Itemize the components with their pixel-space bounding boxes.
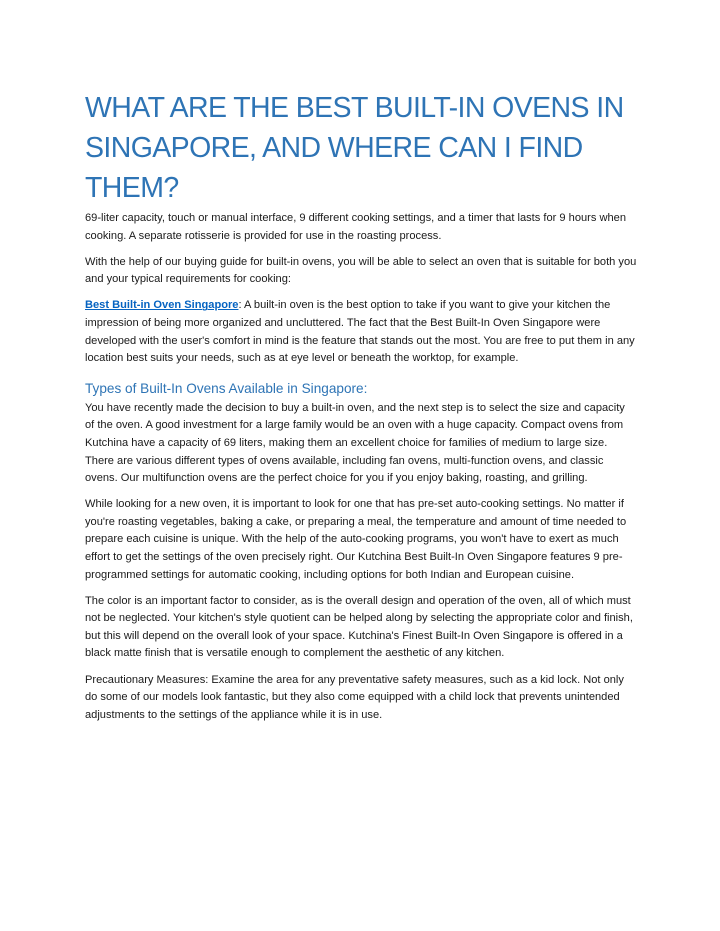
safety-paragraph: Precautionary Measures: Examine the area for any preventative safety measures, such as a kid lock. Not only do some of our models look fantastic, but they also come equipped with a child lock that prevents unintended adjustments to the settings of the appliance while it is in use.	[85, 673, 624, 721]
color-design-paragraph: The color is an important factor to consider, as is the overall design and operation of the oven, all of which must not be neglected. Your kitchen's style quotient can be helped along by selecting the appropriate color and finish, but this will depend on the overall look of your space. Kutchina's Finest Built-In Oven Singapore is offered in a black matte finish that is versatile enough to complement the aesthetic of any kitchen.	[85, 594, 633, 660]
size-capacity-paragraph: You have recently made the decision to buy a built-in oven, and the next step is to select the size and capacity of the oven. A good investment for a large family would be an oven with a huge capacity. Compact ovens from Kutchina have a capacity of 69 liters, making them an excellent choice for families of medium to large size. There are various different types of ovens available, including fan ovens, multi-function ovens, and classic ovens. Our multifunction ovens are the perfect choice for you if you enjoy baking, roasting, and grilling.	[85, 401, 625, 485]
page-title: WHAT ARE THE BEST BUILT-IN OVENS IN SINGAPORE, AND WHERE CAN I FIND THEM?	[85, 92, 624, 204]
section-subheading: Types of Built-In Ovens Available in Singapore:	[85, 380, 368, 396]
intro-paragraph: 69-liter capacity, touch or manual interface, 9 different cooking settings, and a timer that lasts for 9 hours when cooking. A separate rotisserie is provided for use in the roasting process.	[85, 212, 627, 242]
document-page	[85, 88, 637, 733]
best-oven-description: : A built-in oven is the best option to take if you want to give your kitchen the impression of being more organized and uncluttered. The fact that the Best Built-In Oven Singapore were developed with the user's comfort in mind is the feature that stands out the most. You are free to put them in any location best suits your needs, such as at eye level or beneath the worktop, for example.	[85, 299, 635, 365]
auto-cooking-paragraph: While looking for a new oven, it is important to look for one that has pre-set auto-cooking settings. No matter if you're roasting vegetables, baking a cake, or preparing a meal, the temperature and amount of time needed to prepare each cuisine is unique. With the help of the auto-cooking programs, you won't have to exert as much effort to get the settings of the oven precisely right. Our Kutchina Best Built-In Oven Singapore features 9 pre-programmed settings for automatic cooking, including options for both Indian and European cuisine.	[85, 498, 627, 581]
best-oven-paragraph	[85, 297, 637, 367]
buying-guide-paragraph: With the help of our buying guide for built-in ovens, you will be able to select an oven that is suitable for both you and your typical requirements for cooking:	[85, 255, 637, 286]
best-built-in-oven-link[interactable]: Best Built-in Oven Singapore	[85, 299, 239, 312]
